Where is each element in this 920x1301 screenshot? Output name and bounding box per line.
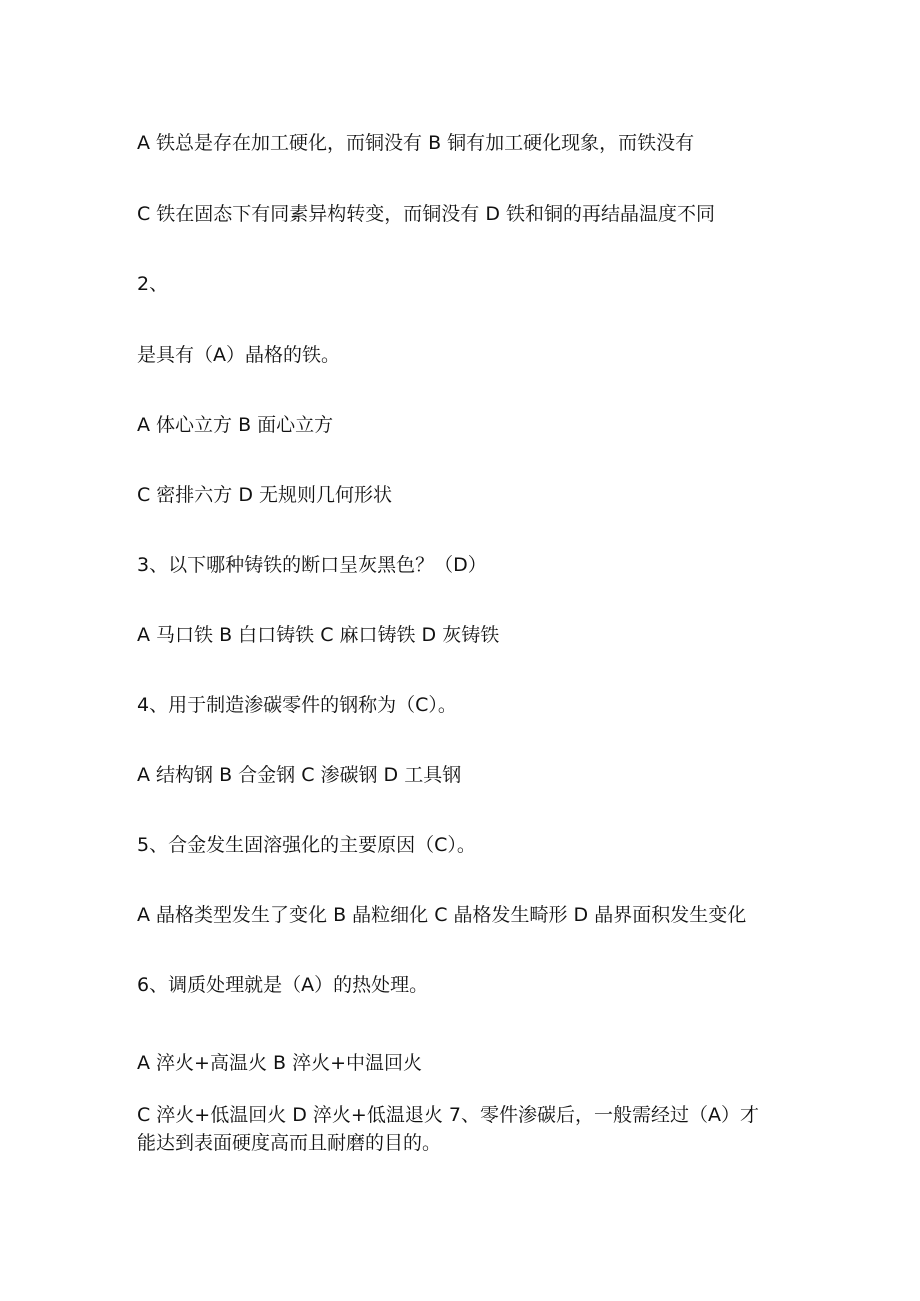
answer-options-line: A 铁总是存在加工硬化，而铜没有 B 铜有加工硬化现象，而铁没有 <box>137 132 695 154</box>
question-text: 6、调质处理就是（A）的热处理。 <box>137 974 429 996</box>
question-text: 4、用于制造渗碳零件的钢称为（C）。 <box>137 694 457 716</box>
answer-options-and-question: C 淬火+低温回火 D 淬火+低温退火 7、零件渗碳后，一般需经过（A）才能达到表面硬度高而且耐磨的目的。 <box>137 1104 759 1154</box>
answer-options-line: A 马口铁 B 白口铸铁 C 麻口铸铁 D 灰铸铁 <box>137 624 500 646</box>
answer-options-line: A 体心立方 B 面心立方 <box>137 414 334 436</box>
answer-options-line: A 淬火+高温火 B 淬火+中温回火 <box>137 1052 422 1074</box>
answer-options-line: A 晶格类型发生了变化 B 晶粒细化 C 晶格发生畸形 D 晶界面积发生变化 <box>137 904 747 926</box>
answer-options-line: C 铁在固态下有同素异构转变，而铜没有 D 铁和铜的再结晶温度不同 <box>137 203 716 225</box>
answer-options-line: C 密排六方 D 无规则几何形状 <box>137 484 393 506</box>
question-number: 2、 <box>137 273 169 295</box>
question-text: 是具有（A）晶格的铁。 <box>137 344 340 366</box>
question-text: 5、合金发生固溶强化的主要原因（C）。 <box>137 834 476 856</box>
question-text: 3、以下哪种铸铁的断口呈灰黑色？（D） <box>137 554 487 576</box>
answer-options-line: A 结构钢 B 合金钢 C 渗碳钢 D 工具钢 <box>137 764 462 786</box>
